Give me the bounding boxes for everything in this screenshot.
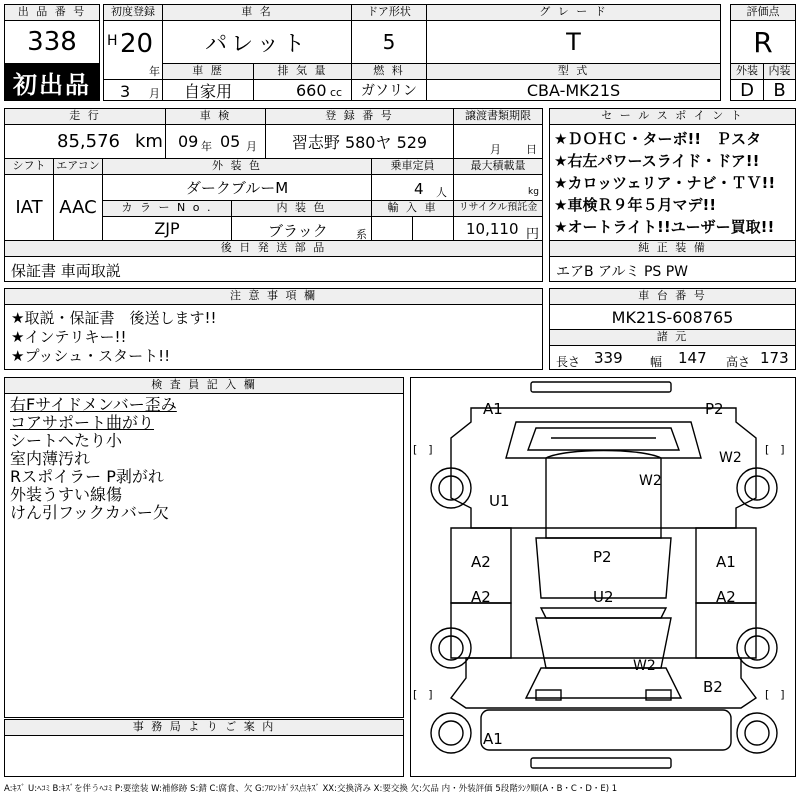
history: 自家用: [162, 79, 254, 101]
damage-mark: U1: [489, 492, 510, 510]
equipment-box: [549, 256, 796, 282]
car-name-label: 車 名: [162, 4, 352, 21]
capacity: 4: [414, 180, 424, 198]
later-parts: 保証書 車両取説: [11, 262, 121, 280]
mileage: 85,576: [57, 131, 120, 152]
displacement-unit: cc: [330, 86, 343, 99]
door-type: 5: [351, 20, 427, 64]
length: 339: [594, 349, 623, 367]
sales-point: ★オートライト!!ユーザー買取!!: [554, 218, 775, 236]
color-no-label: カ ラ ー N o .: [102, 200, 232, 217]
first-reg-month-box: [103, 79, 163, 101]
mileage-label: 走 行: [4, 108, 166, 125]
damage-mark: W2: [719, 450, 742, 466]
color-no: ZJP: [102, 216, 232, 241]
inspector-line: コアサポート曲がり: [10, 413, 155, 432]
equipment: エアB アルミ PS PW: [556, 264, 689, 280]
displacement: 660: [296, 81, 327, 100]
sales-point: ★カロッツェリア・ナビ・ＴＶ!!: [554, 174, 776, 192]
inspector-box: [4, 393, 404, 718]
chassis-number: MK21S-608765: [549, 304, 796, 330]
displacement-label: 排 気 量: [253, 63, 352, 80]
office-box: [4, 735, 404, 777]
load-unit: kg: [528, 187, 539, 197]
shift: IAT: [4, 174, 54, 241]
inspector-line: シートへたり小: [10, 431, 123, 450]
sales-point: ★右左パワースライド・ドア!!: [554, 152, 760, 170]
import-box-2: [412, 216, 454, 241]
height: 173: [760, 349, 789, 367]
later-parts-box: [4, 256, 543, 282]
first-reg-year: 20: [120, 29, 154, 59]
capacity-unit: 人: [436, 186, 447, 199]
inspection-year-unit: 年: [201, 140, 212, 153]
shift-label: シフト: [4, 158, 54, 175]
bracket-mark: [ ]: [413, 688, 433, 701]
inspector-line: 室内薄汚れ: [10, 449, 91, 468]
overall-score: R: [730, 20, 796, 64]
ext-color: ダークブルーM: [102, 174, 372, 201]
inspection-month: 05: [220, 132, 241, 151]
transfer-day-unit: 日: [526, 143, 537, 156]
length-label: 長さ: [556, 355, 581, 369]
damage-mark: A1: [483, 730, 503, 748]
int-color-label: 内 装 色: [231, 200, 372, 217]
width-label: 幅: [650, 355, 663, 369]
import-label: 輸 入 車: [371, 200, 454, 217]
notes-label: 注 意 事 項 欄: [4, 288, 543, 305]
inspector-line: けん引フックカバー欠: [10, 503, 169, 522]
recycle-fee: 10,110: [466, 220, 519, 238]
car-name: パレット: [162, 20, 352, 64]
fuel-label: 燃 料: [351, 63, 427, 80]
plate-number: 習志野 580ヤ 529: [265, 124, 454, 159]
int-grade: B: [763, 79, 796, 101]
lot-no: 338: [4, 20, 100, 64]
legend: A:ｷｽﾞ U:ﾍｺﾐ B:ｷｽﾞを伴うﾍｺﾐ P:要塗装 W:補修跡 S:錆 C:腐食、欠 G:ﾌﾛﾝﾄｶﾞﾗｽ点ｷｽﾞ XX:交換済み X:要交換 欠:欠品 内・外装評価 5段階ﾗﾝｸ順(A・B・C・D・E) 1: [4, 784, 618, 794]
ext-color-label: 外 装 色: [102, 158, 372, 175]
damage-diagram: [410, 377, 796, 777]
first-reg-box: [103, 20, 163, 80]
history-label: 車 歴: [162, 63, 254, 80]
damage-mark: P2: [593, 548, 612, 566]
load-label: 最大積載量: [453, 158, 543, 175]
damage-mark: U2: [593, 588, 614, 606]
damage-mark: W2: [633, 658, 656, 674]
month-unit: 月: [149, 87, 160, 100]
bracket-mark: [ ]: [413, 443, 433, 456]
width: 147: [678, 349, 707, 367]
bracket-mark: [ ]: [765, 443, 785, 456]
height-label: 高さ: [726, 355, 751, 369]
fuel: ガソリン: [351, 79, 427, 101]
inspection-year: 09: [178, 132, 199, 151]
ac-label: エアコン: [53, 158, 103, 175]
inspection-label: 車 検: [165, 108, 266, 125]
recycle-unit: 円: [526, 227, 540, 241]
ext-grade-label: 外装: [730, 63, 764, 80]
int-grade-label: 内装: [763, 63, 796, 80]
dims-box: [549, 345, 796, 370]
notes-box: [4, 304, 543, 370]
damage-mark: W2: [639, 473, 662, 489]
damage-mark: A1: [483, 400, 503, 418]
displacement-box: [253, 79, 352, 101]
first-listing-badge: 初出品: [4, 63, 100, 101]
damage-mark: A1: [716, 553, 736, 571]
damage-mark: A2: [716, 588, 736, 606]
inspector-line: Rスポイラー P剥がれ: [10, 467, 164, 486]
equipment-label: 純 正 装 備: [549, 240, 796, 257]
sales-point: ★車検Ｒ９年５月マデ!!: [554, 196, 717, 214]
capacity-box: [371, 174, 454, 201]
damage-mark: A2: [471, 553, 491, 571]
recycle-box: [453, 216, 543, 241]
load-box: [453, 174, 543, 201]
first-reg-label: 初度登録: [103, 4, 163, 21]
grade: T: [426, 20, 721, 64]
dims-label: 諸 元: [549, 329, 796, 346]
era-label: H: [107, 33, 118, 49]
grade-label: グ レ ー ド: [426, 4, 721, 21]
mileage-box: [4, 124, 166, 159]
sales-points-label: セ ー ル ス ポ イ ン ト: [549, 108, 796, 125]
chassis-label: 車 台 番 号: [549, 288, 796, 305]
int-color: ブラック: [268, 222, 328, 240]
damage-mark: P2: [705, 400, 724, 418]
inspector-line: 右Fサイドメンバー歪み: [10, 395, 177, 414]
first-reg-month: 3: [120, 82, 131, 101]
inspector-label: 検 査 員 記 入 欄: [4, 377, 404, 394]
model-code: CBA-MK21S: [426, 79, 721, 101]
inspection-month-unit: 月: [246, 140, 257, 153]
lot-no-label: 出 品 番 号: [4, 4, 100, 21]
ext-grade: D: [730, 79, 764, 101]
bracket-mark: [ ]: [765, 688, 785, 701]
car-outline: [411, 378, 796, 777]
int-color-box: [231, 216, 372, 241]
transfer-doc-label: 譲渡書類期限: [453, 108, 543, 125]
transfer-doc-box: [453, 124, 543, 159]
damage-mark: A2: [471, 588, 491, 606]
sales-points-box: [549, 124, 796, 241]
later-parts-label: 後 日 発 送 部 品: [4, 240, 543, 257]
plate-label: 登 録 番 号: [265, 108, 454, 125]
inspector-line: 外装うすい線傷: [10, 485, 123, 504]
transfer-month-unit: 月: [490, 143, 501, 156]
model-label: 型 式: [426, 63, 721, 80]
int-color-unit: 系: [356, 228, 367, 241]
score-label: 評価点: [730, 4, 796, 21]
note-line: ★インテリキー!!: [11, 328, 127, 346]
import-box: [371, 216, 413, 241]
mileage-unit: km: [135, 131, 163, 152]
recycle-label: リサイクル預託金: [453, 200, 543, 217]
aircon: AAC: [53, 174, 103, 241]
year-unit: 年: [149, 65, 160, 78]
capacity-label: 乗車定員: [371, 158, 454, 175]
damage-mark: B2: [703, 678, 723, 696]
sales-point: ★ＤＯＨＣ・ターボ!! Ｐスタ: [554, 130, 762, 148]
inspection-box: [165, 124, 266, 159]
office-label: 事 務 局 よ り ご 案 内: [4, 719, 404, 736]
note-line: ★取説・保証書 後送します!!: [11, 309, 217, 327]
note-line: ★プッシュ・スタート!!: [11, 347, 171, 365]
door-label: ドア形状: [351, 4, 427, 21]
